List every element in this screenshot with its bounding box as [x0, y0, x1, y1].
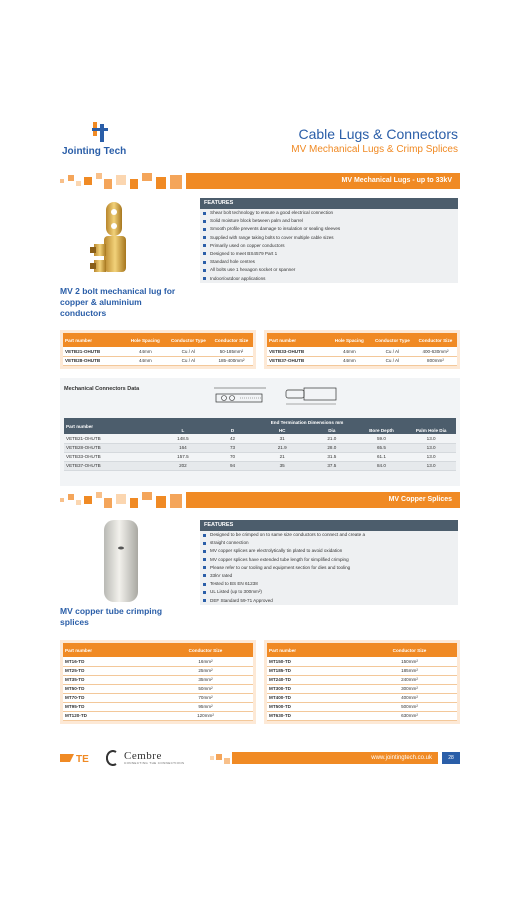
- cembre-logo-text: Cembre: [124, 750, 162, 762]
- jointing-tech-logo: [62, 122, 152, 162]
- table-row: [63, 666, 253, 675]
- col-header: Hole Spacing: [124, 333, 167, 347]
- feature-item: Designed to be crimped on to same size conductors to connect and create a: [200, 531, 458, 539]
- table-cell: MT240-TD: [267, 675, 362, 684]
- brand-name: Jointing Tech: [62, 146, 127, 157]
- table-cell: 13.0: [406, 443, 456, 452]
- lugs-band: [60, 173, 460, 189]
- table-cell: MT35-TD: [63, 675, 158, 684]
- logo-mark-icon: [90, 122, 110, 144]
- table-cell: 185mm²: [362, 666, 457, 675]
- table-cell: 70: [208, 452, 258, 461]
- table-cell: 50mm²: [158, 684, 253, 693]
- table-cell: MT150-TD: [267, 657, 362, 666]
- table-row: [267, 347, 457, 356]
- splice-features-panel: [200, 520, 458, 605]
- cembre-mark-icon: [106, 750, 120, 766]
- table-cell: MT25-TD: [63, 666, 158, 675]
- col-header: Conductor Type: [371, 333, 414, 347]
- table-cell: 59.0: [357, 434, 407, 443]
- feature-item: Standard hole centres: [200, 258, 458, 266]
- mechanical-connectors-data: [60, 378, 460, 486]
- table-cell: 44mm: [328, 356, 371, 365]
- feature-item: All bolts use 1 hexagon socket or spanner: [200, 266, 458, 274]
- table-cell: 37.5: [307, 461, 357, 470]
- table-cell: 44mm: [328, 347, 371, 356]
- table-cell: VETB37-OHUTB: [64, 461, 158, 470]
- table-cell: MT95-TD: [63, 702, 158, 711]
- page-subtitle: MV Mechanical Lugs & Crimp Splices: [291, 144, 458, 155]
- page-title: Cable Lugs & Connectors: [298, 126, 458, 142]
- table-cell: MT16-TD: [63, 657, 158, 666]
- table-cell: 61.1: [357, 452, 407, 461]
- table-cell: MT120-TD: [63, 711, 158, 720]
- table-cell: VETB21-OHUTB: [64, 434, 158, 443]
- feature-item: Indoor/outdoor applications: [200, 275, 458, 283]
- table-cell: 25mm²: [158, 666, 253, 675]
- table-cell: 120mm²: [158, 711, 253, 720]
- table-cell: 21.0: [307, 434, 357, 443]
- table-cell: 400-630mm²: [414, 347, 457, 356]
- pixel-pattern-icon: [60, 173, 210, 189]
- table-row: [267, 356, 457, 365]
- website-link[interactable]: www.jointingtech.co.uk: [240, 752, 438, 764]
- lug-table-left: [60, 330, 256, 369]
- table-cell: 16mm²: [158, 657, 253, 666]
- splices-band: [60, 492, 460, 508]
- table-cell: 202: [158, 461, 208, 470]
- table-cell: 31.5: [307, 452, 357, 461]
- col-header: Conductor Size: [158, 643, 253, 657]
- features-heading: FEATURES: [200, 520, 458, 531]
- feature-item: DEF Standard 59-71 Approved: [200, 597, 458, 605]
- table-cell: VETB28-OHUTB: [64, 443, 158, 452]
- col-header: Part number: [64, 418, 158, 434]
- table-cell: 50-185mm²: [210, 347, 253, 356]
- col-header: Part number: [267, 643, 362, 657]
- table-cell: MT70-TD: [63, 693, 158, 702]
- col-header: Dia: [307, 426, 357, 434]
- table-cell: 148.5: [158, 434, 208, 443]
- table-cell: Cu / Al: [371, 356, 414, 365]
- col-header: Bore Depth: [357, 426, 407, 434]
- table-cell: 35: [257, 461, 307, 470]
- feature-item: Please refer to our tooling and equipment section for dies and tooling: [200, 564, 458, 572]
- table-row: [63, 693, 253, 702]
- feature-item: Solid moisture block between palm and barrel: [200, 217, 458, 225]
- col-header: Part number: [267, 333, 328, 347]
- features-heading: FEATURES: [200, 198, 458, 209]
- table-cell: 150mm²: [362, 657, 457, 666]
- lug-features-list: [200, 209, 458, 283]
- table-row: [267, 666, 457, 675]
- col-header: L: [158, 426, 208, 434]
- table-row: [64, 443, 456, 452]
- col-header: Conductor Size: [414, 333, 457, 347]
- cembre-tagline: CONNECTING THE CONNECTIONS: [124, 761, 185, 765]
- lugs-band-title: MV Mechanical Lugs - up to 33kV: [210, 173, 460, 189]
- table-cell: 630mm²: [362, 711, 457, 720]
- group-header: End Termination Dimensions mm: [158, 418, 456, 426]
- catalog-page: [48, 100, 468, 800]
- table-cell: 13.0: [406, 461, 456, 470]
- table-cell: 65.5: [357, 443, 407, 452]
- te-connectivity-logo: [60, 752, 96, 764]
- table-row: [63, 657, 253, 666]
- table-row: [63, 711, 253, 720]
- table-cell: 400mm²: [362, 693, 457, 702]
- table-cell: 164: [158, 443, 208, 452]
- te-logo-text: TE: [76, 754, 89, 764]
- pixel-pattern-icon: [60, 492, 210, 508]
- table-cell: 44mm: [124, 347, 167, 356]
- table-row: [63, 347, 253, 356]
- table-cell: MT630-TD: [267, 711, 362, 720]
- pixel-pattern-icon: [210, 752, 240, 764]
- lug-top-drawing-icon: [282, 384, 342, 408]
- table-row: [64, 461, 456, 470]
- table-cell: 73: [208, 443, 258, 452]
- table-row: [63, 675, 253, 684]
- table-row: [267, 702, 457, 711]
- table-cell: 70mm²: [158, 693, 253, 702]
- table-cell: 44mm: [124, 356, 167, 365]
- feature-item: Designed to meet BS4579 Part 1: [200, 250, 458, 258]
- col-header: Part number: [63, 643, 158, 657]
- table-row: [267, 711, 457, 720]
- feature-item: MV copper splices have extended tube length for simplified crimping: [200, 556, 458, 564]
- col-header: Palm Hole Dia: [406, 426, 456, 434]
- page-number: 28: [442, 752, 460, 764]
- table-row: [267, 693, 457, 702]
- table-cell: MT50-TD: [63, 684, 158, 693]
- table-row: [63, 356, 253, 365]
- feature-item: Tested to BS EN 61238: [200, 580, 458, 588]
- table-cell: 240mm²: [362, 675, 457, 684]
- table-cell: Cu / Al: [167, 347, 210, 356]
- table-cell: 185-400mm²: [210, 356, 253, 365]
- table-cell: 13.0: [406, 434, 456, 443]
- table-cell: 500mm²: [362, 702, 457, 711]
- lug-features-panel: [200, 198, 458, 283]
- table-row: [267, 675, 457, 684]
- lug-table-right: [264, 330, 460, 369]
- splice-table-left: [60, 640, 256, 724]
- table-row: [267, 657, 457, 666]
- feature-item: Shear bolt technology to ensure a good electrical connection: [200, 209, 458, 217]
- lug-caption: MV 2 bolt mechanical lug for copper & aluminium conductors: [60, 286, 176, 318]
- splice-caption: MV copper tube crimping splices: [60, 606, 163, 627]
- table-cell: 13.0: [406, 452, 456, 461]
- table-cell: 31: [257, 434, 307, 443]
- table-row: [64, 452, 456, 461]
- table-cell: VETB37-OHUTB: [267, 356, 328, 365]
- table-cell: MT185-TD: [267, 666, 362, 675]
- table-cell: 300mm²: [362, 684, 457, 693]
- table-cell: VETB21-OHUTB: [63, 347, 124, 356]
- col-header: Part number: [63, 333, 124, 347]
- col-header: Conductor Size: [210, 333, 253, 347]
- table-cell: MT300-TD: [267, 684, 362, 693]
- col-header: Conductor Size: [362, 643, 457, 657]
- col-header: D: [208, 426, 258, 434]
- table-cell: 84.0: [357, 461, 407, 470]
- table-cell: 21: [257, 452, 307, 461]
- feature-item: Smooth profile prevents damage to insulation or sealing sleeves: [200, 225, 458, 233]
- table-cell: Cu / Al: [167, 356, 210, 365]
- table-cell: 157.5: [158, 452, 208, 461]
- lug-side-drawing-icon: [210, 384, 270, 408]
- table-cell: Cu / Al: [371, 347, 414, 356]
- table-cell: 42: [208, 434, 258, 443]
- table-row: [63, 702, 253, 711]
- table-cell: 35mm²: [158, 675, 253, 684]
- copper-splice-image: [96, 518, 146, 604]
- page-footer: [60, 748, 460, 768]
- table-cell: 800mm²: [414, 356, 457, 365]
- table-cell: VETB33-OHUTB: [64, 452, 158, 461]
- splices-band-title: MV Copper Splices: [210, 492, 460, 508]
- feature-item: 33kV rated: [200, 572, 458, 580]
- feature-item: straight connection: [200, 539, 458, 547]
- mechanical-lug-image: [88, 200, 148, 290]
- table-cell: VETB33-OHUTB: [267, 347, 328, 356]
- table-row: [267, 684, 457, 693]
- table-cell: MT400-TD: [267, 693, 362, 702]
- table-row: [64, 434, 456, 443]
- feature-item: MV copper splices are electrolytically tin plated to avoid oxidation: [200, 547, 458, 555]
- table-row: [63, 684, 253, 693]
- table-cell: VETB28-OHUTB: [63, 356, 124, 365]
- col-header: HC: [257, 426, 307, 434]
- table-cell: MT500-TD: [267, 702, 362, 711]
- table-cell: 94: [208, 461, 258, 470]
- table-cell: 28.0: [307, 443, 357, 452]
- mcd-title: Mechanical Connectors Data: [64, 386, 140, 392]
- col-header: Hole Spacing: [328, 333, 371, 347]
- feature-item: Supplied with range taking bolts to cover multiple cable sizes: [200, 234, 458, 242]
- table-cell: 95mm²: [158, 702, 253, 711]
- splice-table-right: [264, 640, 460, 724]
- col-header: Conductor Type: [167, 333, 210, 347]
- splice-features-list: [200, 531, 458, 605]
- feature-item: UL Listed (up to 300mm²): [200, 588, 458, 596]
- feature-item: Primarily used on copper conductors: [200, 242, 458, 250]
- table-cell: 21.9: [257, 443, 307, 452]
